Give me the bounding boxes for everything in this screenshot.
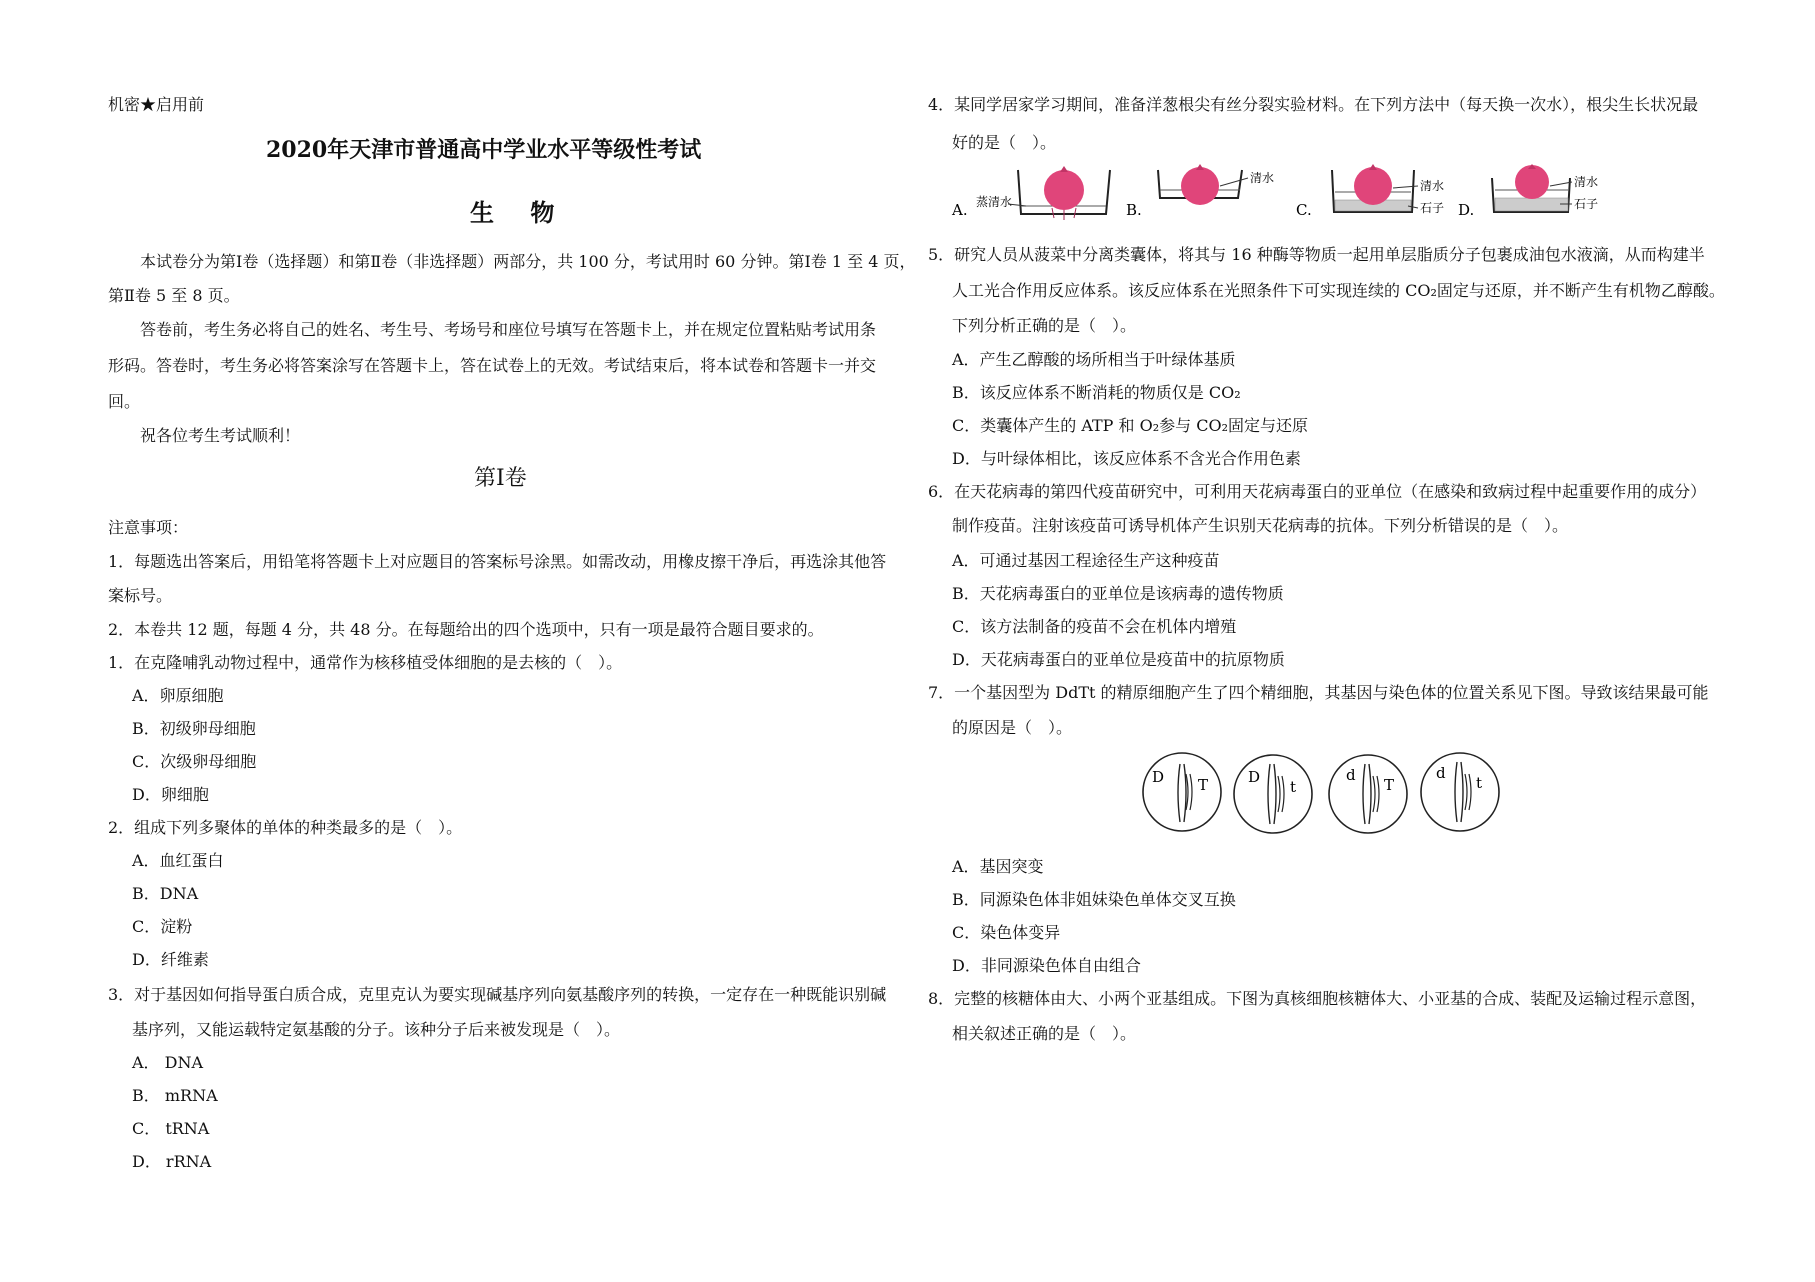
intro-line: 形码。答卷时，考生务必将答案涂写在答题卡上，答在试卷上的无效。考试结束后，将本试卷和答题卡一并交 [108, 356, 877, 375]
question-stem: 的原因是（ ）。 [952, 718, 1073, 737]
intro-line: 回。 [108, 392, 141, 411]
intro-line: 本试卷分为第Ⅰ卷（选择题）和第Ⅱ卷（非选择题）两部分，共 100 分，考试用时 60 分钟。第Ⅰ卷 1 至 4 页， [140, 252, 916, 271]
option: D．纤维素 [132, 950, 209, 969]
gene-label: T [1198, 776, 1209, 794]
confidential-mark: 机密★启用前 [108, 95, 205, 114]
gene-label: d [1346, 766, 1356, 784]
subject-title: 生 物 [470, 198, 569, 227]
cell-3 [1329, 755, 1407, 833]
option: A． DNA [132, 1053, 204, 1072]
gene-label: D [1248, 768, 1261, 786]
option: B．天花病毒蛋白的亚单位是该病毒的遗传物质 [952, 584, 1284, 603]
question-stem: 制作疫苗。注射该疫苗可诱导机体产生识别天花病毒的抗体。下列分析错误的是（ ）。 [952, 516, 1569, 535]
intro-line: 第Ⅱ卷 5 至 8 页。 [108, 286, 240, 305]
option: A．可通过基因工程途径生产这种疫苗 [952, 551, 1220, 570]
question-stem: 人工光合作用反应体系。该反应体系在光照条件下可实现连续的 CO₂固定与还原，并不断产生有机物乙醇酸。 [952, 281, 1725, 300]
option: A．血红蛋白 [132, 851, 224, 870]
option: A．产生乙醇酸的场所相当于叶绿体基质 [952, 350, 1236, 369]
question-stem: 3．对于基因如何指导蛋白质合成，克里克认为要实现碱基序列向氨基酸序列的转换，一定存在一种既能识别碱 [108, 985, 887, 1004]
question-stem: 基序列，又能运载特定氨基酸的分子。该种分子后来被发现是（ ）。 [132, 1020, 621, 1039]
question-stem: 8．完整的核糖体由大、小两个亚基组成。下图为真核细胞核糖体大、小亚基的合成、装配及运输过程示意图， [928, 989, 1707, 1008]
question-stem: 好的是（ ）。 [952, 133, 1057, 152]
cell-2 [1234, 755, 1312, 833]
setup-c [1296, 164, 1444, 219]
option: C．该方法制备的疫苗不会在机体内增殖 [952, 617, 1237, 636]
setup-b [1126, 164, 1274, 219]
stone-label-c: 石子 [1420, 201, 1445, 215]
onion-bulb-b [1181, 167, 1219, 205]
question-stem: 6．在天花病毒的第四代疫苗研究中，可利用天花病毒蛋白的亚单位（在感染和致病过程中起重要作用的成分） [928, 482, 1707, 501]
option: B．该反应体系不断消耗的物质仅是 CO₂ [952, 383, 1241, 402]
cell-1 [1143, 753, 1221, 831]
label-c: C. [1296, 201, 1312, 219]
gene-label: t [1476, 774, 1483, 792]
option: D．非同源染色体自由组合 [952, 956, 1141, 975]
water-label-b: 清水 [1250, 171, 1275, 185]
setup-a [951, 166, 1110, 220]
water-label-a: 蒸清水 [976, 195, 1013, 209]
volume-heading: 第Ⅰ卷 [474, 466, 527, 491]
question-stem: 相关叙述正确的是（ ）。 [952, 1024, 1137, 1043]
exam-title: 2020年天津市普通高中学业水平等级性考试 [266, 137, 702, 163]
setup-d [1458, 164, 1598, 219]
gene-label: D [1152, 768, 1165, 786]
note-line: 案标号。 [108, 586, 173, 605]
question-stem: 4．某同学居家学习期间，准备洋葱根尖有丝分裂实验材料。在下列方法中（每天换一次水），根尖生长状况最 [928, 95, 1699, 114]
onion-bulb-c [1354, 167, 1392, 205]
water-label-c: 清水 [1420, 179, 1445, 193]
gene-label: d [1436, 764, 1446, 782]
gene-label: t [1290, 778, 1297, 796]
option: D．天花病毒蛋白的亚单位是疫苗中的抗原物质 [952, 650, 1285, 669]
note-line: 2．本卷共 12 题，每题 4 分，共 48 分。在每题给出的四个选项中，只有一项是最符合题目要求的。 [108, 620, 824, 639]
option: A．卵原细胞 [132, 686, 224, 705]
question-stem: 1．在克隆哺乳动物过程中，通常作为核移植受体细胞的是去核的（ ）。 [108, 653, 623, 672]
water-label-d: 清水 [1574, 175, 1598, 189]
label-a: A. [952, 201, 968, 219]
option: B．DNA [132, 884, 199, 903]
cell-4 [1421, 753, 1499, 831]
label-b: B. [1126, 201, 1142, 219]
question-stem: 下列分析正确的是（ ）。 [952, 316, 1137, 335]
option: D． rRNA [132, 1152, 212, 1171]
onion-bulb-a [1044, 170, 1084, 210]
sperm-cells-figure [1140, 748, 1510, 838]
intro-line: 答卷前，考生务必将自己的姓名、考生号、考场号和座位号填写在答题卡上，并在规定位置粘贴考试用条 [140, 320, 877, 339]
option: C．淀粉 [132, 917, 193, 936]
label-d: D. [1458, 201, 1475, 219]
option: C． tRNA [132, 1119, 210, 1138]
option: B．初级卵母细胞 [132, 719, 256, 738]
stone-label-d: 石子 [1574, 197, 1598, 211]
question-stem: 7．一个基因型为 DdTt 的精原细胞产生了四个精细胞，其基因与染色体的位置关系见下图。导致该结果最可能 [928, 683, 1709, 702]
option: B． mRNA [132, 1086, 218, 1105]
question-stem: 5．研究人员从菠菜中分离类囊体，将其与 16 种酶等物质一起用单层脂质分子包裹成油包水液滴，从而构建半 [928, 245, 1705, 264]
question-stem: 2．组成下列多聚体的单体的种类最多的是（ ）。 [108, 818, 463, 837]
gene-label: T [1384, 776, 1395, 794]
onion-setup-figure [948, 164, 1598, 226]
option: D．卵细胞 [132, 785, 209, 804]
option: D．与叶绿体相比，该反应体系不含光合作用色素 [952, 449, 1301, 468]
option: A．基因突变 [952, 857, 1044, 876]
onion-bulb-d [1515, 165, 1549, 199]
notes-title: 注意事项： [108, 518, 189, 537]
option: B．同源染色体非姐妹染色单体交叉互换 [952, 890, 1236, 909]
note-line: 1．每题选出答案后，用铅笔将答题卡上对应题目的答案标号涂黑。如需改动，用橡皮擦干净后，再选涂其他答 [108, 552, 887, 571]
option: C．次级卵母细胞 [132, 752, 257, 771]
option: C．类囊体产生的 ATP 和 O₂参与 CO₂固定与还原 [952, 416, 1309, 435]
wish-line: 祝各位考生考试顺利！ [140, 426, 301, 445]
option: C．染色体变异 [952, 923, 1061, 942]
